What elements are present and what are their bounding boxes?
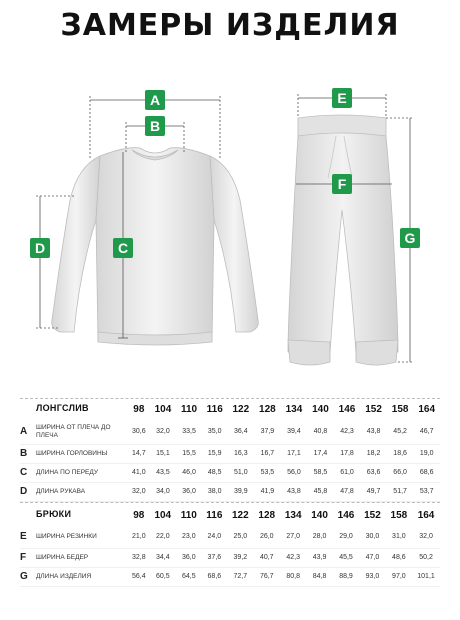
row-letter: B (20, 448, 28, 459)
cell: 16,7 (260, 450, 275, 457)
row-label: ШИРИНА ГОРЛОВИНЫ (36, 449, 108, 457)
cell: 19,0 (419, 450, 434, 457)
cell: 101,1 (417, 573, 435, 580)
size-header: 152 (365, 403, 382, 415)
cell: 24,0 (207, 533, 222, 541)
row-letter: G (20, 571, 28, 582)
cell: 68,6 (419, 469, 434, 476)
cell: 43,8 (287, 488, 301, 495)
cell: 28,0 (312, 533, 327, 541)
cell: 93,0 (365, 573, 380, 580)
table-row (20, 548, 440, 567)
cell: 21,0 (131, 533, 146, 541)
size-header: 104 (154, 509, 172, 521)
size-header: 164 (417, 509, 435, 521)
table-row (20, 444, 440, 463)
cell: 56,4 (131, 573, 146, 580)
table-row (20, 567, 440, 586)
cell: 49,7 (366, 488, 381, 495)
row-label: ШИРИНА РЕЗИНКИ (36, 533, 97, 540)
size-header: 104 (154, 403, 172, 415)
cell: 15,5 (182, 450, 196, 457)
cell: 14,7 (132, 450, 146, 457)
cell: 63,6 (366, 469, 381, 476)
badge-d: D (30, 238, 50, 258)
cell: 40,8 (313, 428, 328, 436)
cell: 39,4 (287, 428, 301, 436)
cell: 17,4 (313, 450, 328, 457)
cell: 26,0 (259, 533, 274, 541)
cell: 53,5 (260, 469, 275, 476)
cell: 46,0 (182, 469, 196, 476)
size-header: 122 (231, 509, 249, 521)
size-header: 140 (311, 509, 328, 521)
cell: 25,0 (233, 533, 248, 541)
header-spacer (20, 504, 36, 526)
cell: 37,6 (207, 554, 222, 561)
row-label: ДЛИНА ПО ПЕРЕДУ (36, 468, 98, 476)
cell: 41,9 (260, 488, 275, 495)
separator-middle (20, 502, 440, 503)
cell: 31,0 (392, 533, 406, 541)
cell: 27,0 (286, 533, 300, 541)
cell: 22,0 (155, 533, 170, 541)
cell: 46,7 (419, 428, 434, 436)
row-letter: D (20, 486, 28, 497)
table-row (20, 526, 440, 548)
cell: 18,6 (393, 450, 407, 457)
cell: 97,0 (392, 573, 406, 580)
cell: 48,5 (207, 469, 222, 476)
cell: 42,3 (340, 428, 354, 436)
size-header: 128 (259, 403, 276, 415)
table-row (20, 463, 440, 482)
cell: 32,0 (419, 533, 433, 541)
cell: 30,0 (365, 533, 380, 541)
cell: 64,5 (181, 573, 196, 580)
pants-header-row (20, 504, 440, 526)
cell: 35,0 (207, 428, 222, 436)
cell: 43,9 (312, 554, 327, 561)
longsleeve-table (20, 398, 440, 502)
cell: 17,1 (287, 450, 301, 457)
cell: 72,7 (233, 573, 248, 580)
row-label: ДЛИНА РУКАВА (36, 487, 86, 495)
cell: 80,8 (286, 573, 300, 580)
cell: 32,0 (156, 428, 170, 436)
cell: 50,2 (419, 554, 433, 561)
pants-shape (288, 115, 398, 365)
row-label: ШИРИНА БЕДЕР (36, 553, 89, 561)
cell: 16,3 (234, 450, 248, 457)
cell: 66,0 (393, 469, 407, 476)
size-header: 158 (390, 509, 408, 521)
size-header: 110 (180, 403, 198, 415)
cell: 36,4 (234, 428, 248, 436)
cell: 15,9 (207, 450, 222, 457)
longsleeve-shape (52, 148, 259, 345)
header-spacer (20, 398, 36, 420)
cell: 42,3 (286, 554, 300, 561)
size-header: 110 (180, 509, 197, 521)
size-header: 116 (206, 403, 223, 415)
badge-b: B (145, 116, 165, 136)
longsleeve-header-row (20, 398, 440, 420)
cell: 47,8 (340, 488, 354, 495)
pants-table (20, 504, 440, 587)
cell: 47,0 (365, 554, 380, 561)
cell: 34,0 (156, 488, 170, 495)
cell: 36,0 (182, 488, 196, 495)
garment-illustration (0, 70, 460, 390)
size-header: 146 (338, 403, 356, 415)
size-header: 140 (312, 403, 329, 415)
cell: 38,0 (207, 488, 222, 495)
badge-e: E (332, 88, 352, 108)
badge-f: F (332, 174, 352, 194)
size-header: 122 (232, 403, 250, 415)
size-header: 158 (391, 403, 409, 415)
table-row (20, 482, 440, 501)
cell: 53,7 (419, 488, 434, 495)
cell: 84,8 (312, 573, 327, 580)
cell: 43,5 (156, 469, 170, 476)
size-header: 116 (206, 509, 223, 521)
pants-heading: БРЮКИ (36, 509, 72, 520)
cell: 48,6 (392, 554, 406, 561)
cell: 88,9 (339, 573, 353, 580)
cell: 68,6 (207, 573, 222, 580)
cell: 37,9 (260, 428, 275, 436)
cell: 45,8 (313, 488, 328, 495)
cell: 15,1 (156, 450, 170, 457)
row-letter: F (20, 552, 27, 563)
row-letter: A (20, 426, 28, 438)
cell: 43,8 (366, 428, 381, 436)
size-header: 134 (285, 403, 303, 415)
cell: 36,0 (181, 554, 196, 561)
row-label: ДЛИНА ИЗДЕЛИЯ (36, 572, 92, 580)
cell: 56,0 (287, 469, 301, 476)
cell: 33,5 (182, 428, 196, 436)
badge-g: G (400, 228, 420, 248)
cell: 41,0 (132, 469, 146, 476)
page-title: ЗАМЕРЫ ИЗДЕЛИЯ (60, 8, 400, 43)
cell: 45,5 (339, 554, 353, 561)
size-header: 98 (133, 403, 145, 415)
cell: 76,7 (259, 573, 274, 580)
cell: 45,2 (393, 428, 407, 436)
table-row (20, 420, 440, 444)
size-header: 134 (284, 509, 302, 521)
row-letter: C (20, 467, 28, 478)
size-header: 164 (418, 403, 436, 415)
cell: 18,2 (366, 450, 381, 457)
badge-c: C (113, 238, 133, 258)
garment-svg (0, 70, 460, 390)
cell: 34,4 (155, 554, 170, 561)
row-label: ШИРИНА ОТ ПЛЕЧА ДО ПЛЕЧА (36, 424, 111, 439)
cell: 32,0 (132, 488, 146, 495)
cell: 61,0 (340, 469, 354, 476)
cell: 58,5 (313, 469, 328, 476)
cell: 23,0 (181, 533, 196, 541)
size-header: 128 (258, 509, 276, 521)
size-header: 152 (364, 509, 381, 521)
row-letter: E (20, 531, 27, 543)
cell: 40,7 (259, 554, 274, 561)
cell: 30,6 (132, 428, 146, 436)
cell: 39,9 (234, 488, 248, 495)
cell: 51,7 (393, 488, 407, 495)
cell: 32,8 (131, 554, 146, 561)
cell: 29,0 (339, 533, 353, 541)
size-header: 146 (337, 509, 355, 521)
badge-a: A (145, 90, 165, 110)
cell: 39,2 (233, 554, 248, 561)
cell: 60,5 (155, 573, 170, 580)
cell: 17,8 (340, 450, 354, 457)
cell: 51,0 (234, 469, 248, 476)
longsleeve-heading: ЛОНГСЛИВ (36, 403, 89, 414)
size-header: 98 (133, 509, 145, 521)
